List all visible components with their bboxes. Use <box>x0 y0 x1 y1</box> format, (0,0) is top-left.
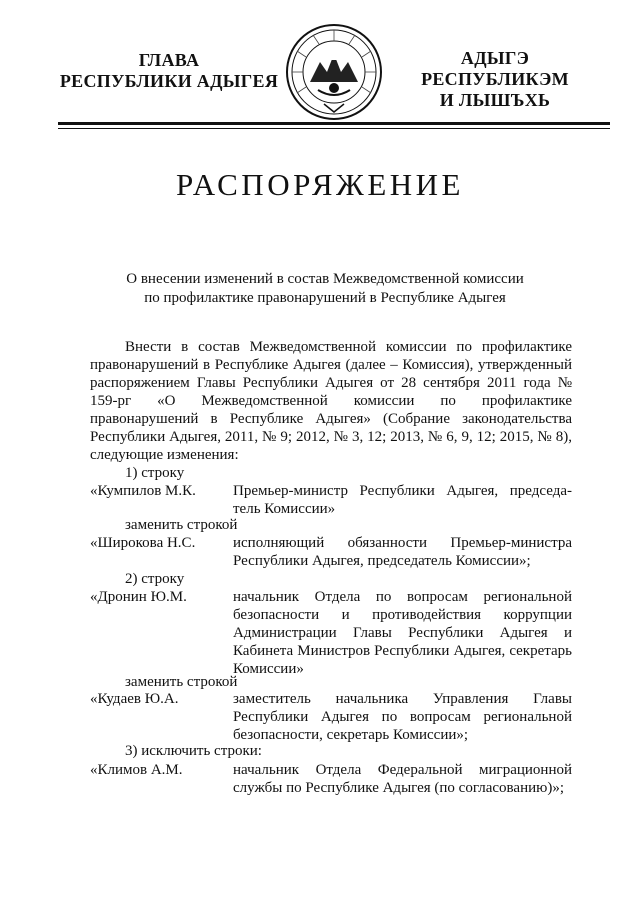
header-right <box>390 48 600 111</box>
replace1-label: заменить строкой <box>125 517 238 533</box>
entry4-desc-line3: безопасности, секретарь Комиссии»; <box>233 727 469 743</box>
entry1-desc-line1: Премьер-министр Республики Адыгея, председа- <box>233 483 572 499</box>
header-right-line1: АДЫГЭ РЕСПУБЛИКЭМ <box>421 48 569 89</box>
entry3-desc <box>233 588 572 678</box>
entry3-desc-line4: Кабинета Министров Республики Адыгея, секретарь <box>233 643 572 659</box>
entry3-desc-line1: начальник Отдела по вопросам региональной <box>233 589 572 605</box>
item3-label: 3) исключить строки: <box>125 743 262 759</box>
body-paragraph: Внести в состав Межведомственной комиссии по профилактике правонарушений в Республике Адыгея (далее – Комиссия), утвержденный распоряжением Главы Республики Адыгея от 28 сентября 2011 года № 159-рг «О Межведомственной комиссии по профилактике правонарушений в Республике Адыгея» (Собрание законодательства Республики Адыгея, 2011, № 9; 2012, № 3, 12; 2013, № 6, 9, 12; 2015, № 8), следующие изменения: <box>90 339 572 463</box>
header-rule-thick <box>58 122 610 125</box>
subject-line2: по профилактике правонарушений в Республике Адыгея <box>144 290 506 306</box>
entry3-desc-line2: безопасности и противодействия коррупции <box>233 607 572 623</box>
entry4-desc <box>233 690 572 744</box>
document-subject <box>90 270 560 308</box>
entry2-desc <box>233 534 572 570</box>
entry3-desc-line5: Комиссии» <box>233 661 304 677</box>
document-title: РАСПОРЯЖЕНИЕ <box>176 167 464 202</box>
entry1-name: «Кумпилов М.К. <box>90 483 196 499</box>
entry2-desc-line1: исполняющий обязанности Премьер-министра <box>233 535 572 551</box>
entry5-desc-line2: службы по Республике Адыгея (по согласованию)»; <box>233 780 564 796</box>
entry5-desc-line1: начальник Отдела Федеральной миграционной <box>233 762 572 778</box>
adygea-coat-of-arms-icon <box>284 22 384 122</box>
header-left-line2: РЕСПУБЛИКИ АДЫГЕЯ <box>59 71 279 91</box>
entry1-desc-line2: тель Комиссии» <box>233 501 336 517</box>
entry1-desc <box>233 482 572 518</box>
entry3-desc-line3: Администрации Главы Республики Адыгея и <box>233 625 572 641</box>
entry2-name: «Широкова Н.С. <box>90 535 196 551</box>
item2-label: 2) строку <box>125 571 185 587</box>
subject-line1: О внесении изменений в состав Межведомственной комиссии <box>126 271 524 287</box>
header-right-line2: И ЛЫШЪХЬ <box>439 90 551 110</box>
entry3-name: «Дронин Ю.М. <box>90 589 187 605</box>
item1-label: 1) строку <box>125 465 185 481</box>
entry4-name: «Кудаев Ю.А. <box>90 691 179 707</box>
entry5-name: «Климов А.М. <box>90 762 183 778</box>
header-left-line1: ГЛАВА <box>138 50 200 70</box>
entry4-desc-line2: Республики Адыгея по вопросам региональной <box>233 709 572 725</box>
replace2-label: заменить строкой <box>125 674 238 690</box>
header-left <box>55 50 283 92</box>
entry5-desc <box>233 761 572 797</box>
entry2-desc-line2: Республики Адыгея, председатель Комиссии»; <box>233 553 531 569</box>
entry4-desc-line1: заместитель начальника Управления Главы <box>233 691 572 707</box>
header-rule-thin <box>58 128 610 129</box>
